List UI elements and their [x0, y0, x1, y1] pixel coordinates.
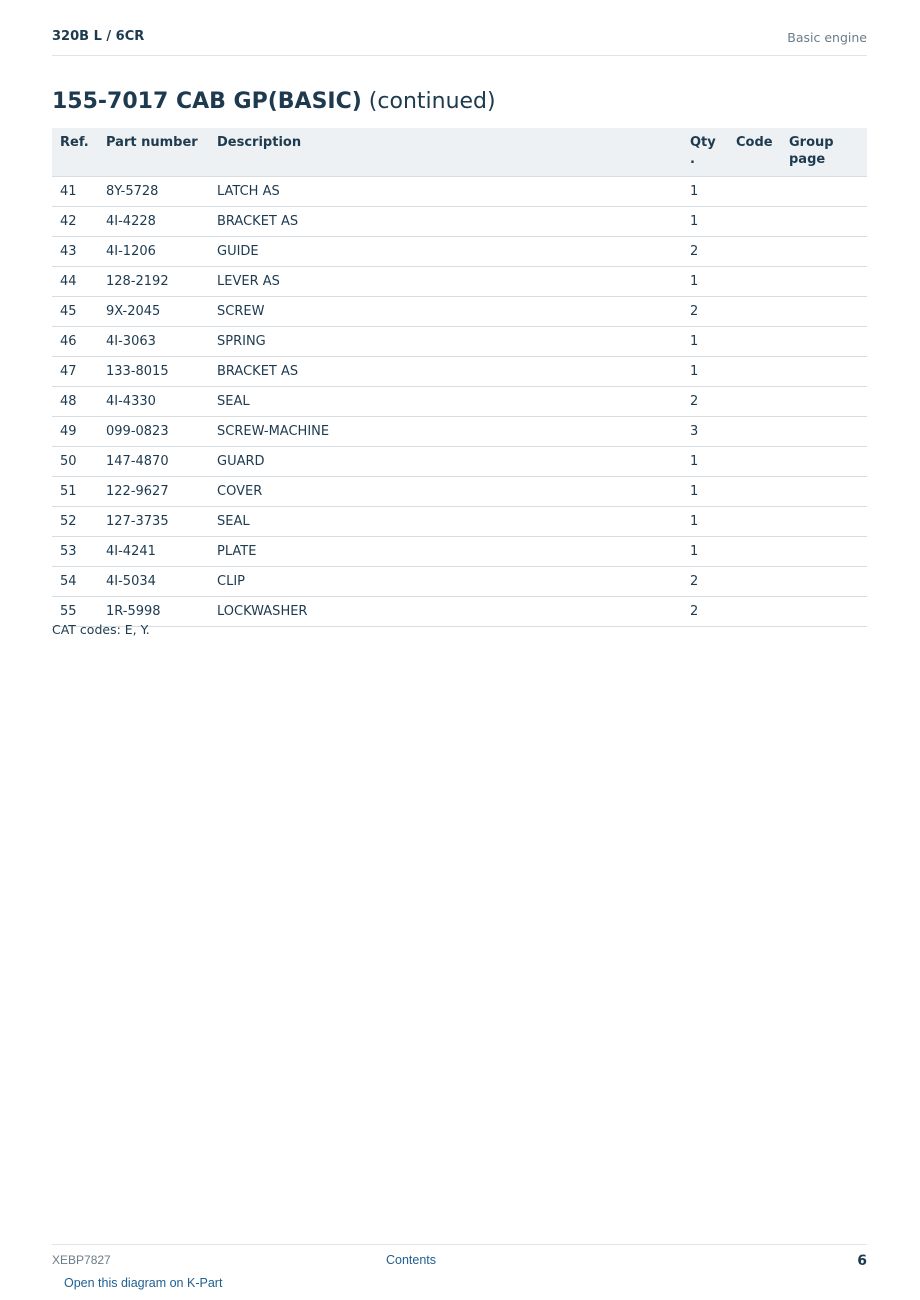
- cell-group-page: [789, 236, 867, 266]
- table-row: [52, 296, 867, 326]
- cell-group-page: [789, 266, 867, 296]
- cell-description: SEAL: [217, 506, 690, 536]
- cell-description: PLATE: [217, 536, 690, 566]
- table-row: [52, 476, 867, 506]
- col-header-ref: Ref.: [52, 128, 106, 176]
- cell-description: BRACKET AS: [217, 206, 690, 236]
- cell-code: [736, 206, 789, 236]
- cell-group-page: [789, 206, 867, 236]
- contents-link[interactable]: Contents: [386, 1253, 437, 1267]
- cell-description: SEAL: [217, 386, 690, 416]
- cell-ref: 47: [52, 356, 106, 386]
- cell-ref: 43: [52, 236, 106, 266]
- cell-qty: 2: [690, 596, 736, 626]
- cell-description: SCREW: [217, 296, 690, 326]
- cell-ref: 51: [52, 476, 106, 506]
- col-header-group-page: Group page: [789, 128, 867, 176]
- cell-code: [736, 536, 789, 566]
- cell-part-number: 133-8015: [106, 356, 217, 386]
- col-header-code: Code: [736, 128, 789, 176]
- cell-qty: 1: [690, 356, 736, 386]
- cell-part-number: 099-0823: [106, 416, 217, 446]
- cell-code: [736, 596, 789, 626]
- cell-ref: 55: [52, 596, 106, 626]
- cell-part-number: 4I-4241: [106, 536, 217, 566]
- cell-group-page: [789, 536, 867, 566]
- cell-part-number: 127-3735: [106, 506, 217, 536]
- table-row: [52, 566, 867, 596]
- cell-ref: 44: [52, 266, 106, 296]
- table-row: [52, 386, 867, 416]
- cell-part-number: 4I-1206: [106, 236, 217, 266]
- cell-ref: 42: [52, 206, 106, 236]
- cell-description: SCREW-MACHINE: [217, 416, 690, 446]
- cell-code: [736, 386, 789, 416]
- col-header-part-number: Part number: [106, 128, 217, 176]
- cell-code: [736, 416, 789, 446]
- cell-qty: 1: [690, 326, 736, 356]
- cell-part-number: 9X-2045: [106, 296, 217, 326]
- page-footer: [52, 1244, 867, 1275]
- cell-description: GUIDE: [217, 236, 690, 266]
- table-row: [52, 176, 867, 206]
- cell-group-page: [789, 506, 867, 536]
- cell-group-page: [789, 416, 867, 446]
- cell-part-number: 4I-5034: [106, 566, 217, 596]
- cell-code: [736, 476, 789, 506]
- cell-qty: 2: [690, 566, 736, 596]
- page-title: [52, 89, 496, 114]
- cell-ref: 49: [52, 416, 106, 446]
- cell-description: GUARD: [217, 446, 690, 476]
- open-kpart-link[interactable]: Open this diagram on K-Part: [64, 1276, 223, 1290]
- cell-description: LEVER AS: [217, 266, 690, 296]
- cell-qty: 1: [690, 446, 736, 476]
- cell-qty: 1: [690, 176, 736, 206]
- model-label: 320B L / 6CR: [52, 29, 145, 44]
- cell-group-page: [789, 176, 867, 206]
- col-header-description: Description: [217, 128, 690, 176]
- cell-ref: 54: [52, 566, 106, 596]
- cell-qty: 1: [690, 536, 736, 566]
- cell-code: [736, 446, 789, 476]
- cell-description: LOCKWASHER: [217, 596, 690, 626]
- table-row: [52, 416, 867, 446]
- cell-group-page: [789, 386, 867, 416]
- cell-part-number: 4I-3063: [106, 326, 217, 356]
- cell-code: [736, 296, 789, 326]
- page-header: [52, 28, 867, 56]
- cell-part-number: 128-2192: [106, 266, 217, 296]
- cell-code: [736, 176, 789, 206]
- cell-code: [736, 236, 789, 266]
- table-row: [52, 446, 867, 476]
- table-body: [52, 176, 867, 626]
- cell-ref: 41: [52, 176, 106, 206]
- cat-codes-note: CAT codes: E, Y.: [52, 622, 150, 637]
- cell-group-page: [789, 326, 867, 356]
- cell-part-number: 147-4870: [106, 446, 217, 476]
- cell-part-number: 1R-5998: [106, 596, 217, 626]
- cell-group-page: [789, 596, 867, 626]
- document-id: XEBP7827: [52, 1253, 111, 1267]
- cell-part-number: 122-9627: [106, 476, 217, 506]
- cell-part-number: 4I-4228: [106, 206, 217, 236]
- table-row: [52, 596, 867, 626]
- page-number: 6: [857, 1253, 867, 1269]
- cell-description: SPRING: [217, 326, 690, 356]
- cell-code: [736, 266, 789, 296]
- cell-code: [736, 326, 789, 356]
- cell-ref: 50: [52, 446, 106, 476]
- cell-ref: 45: [52, 296, 106, 326]
- cell-description: BRACKET AS: [217, 356, 690, 386]
- cell-ref: 48: [52, 386, 106, 416]
- table-row: [52, 536, 867, 566]
- cell-ref: 53: [52, 536, 106, 566]
- cell-group-page: [789, 356, 867, 386]
- table-row: [52, 266, 867, 296]
- cell-description: LATCH AS: [217, 176, 690, 206]
- cell-group-page: [789, 476, 867, 506]
- cell-group-page: [789, 446, 867, 476]
- cell-ref: 46: [52, 326, 106, 356]
- table-row: [52, 236, 867, 266]
- cell-code: [736, 566, 789, 596]
- title-suffix: (continued): [361, 89, 496, 114]
- table-row: [52, 326, 867, 356]
- cell-code: [736, 506, 789, 536]
- part-group-title: 155-7017 CAB GP(BASIC): [52, 89, 362, 114]
- cell-qty: 1: [690, 506, 736, 536]
- table-row: [52, 356, 867, 386]
- cell-ref: 52: [52, 506, 106, 536]
- cell-group-page: [789, 566, 867, 596]
- cell-part-number: 8Y-5728: [106, 176, 217, 206]
- cell-qty: 1: [690, 206, 736, 236]
- col-header-qty: Qty .: [690, 128, 736, 176]
- cell-code: [736, 356, 789, 386]
- cell-qty: 1: [690, 476, 736, 506]
- table-header-row: [52, 128, 867, 176]
- cell-part-number: 4I-4330: [106, 386, 217, 416]
- cell-description: CLIP: [217, 566, 690, 596]
- parts-table: [52, 128, 867, 627]
- table-row: [52, 206, 867, 236]
- cell-qty: 2: [690, 236, 736, 266]
- cell-group-page: [789, 296, 867, 326]
- cell-qty: 2: [690, 386, 736, 416]
- cell-qty: 2: [690, 296, 736, 326]
- table-row: [52, 506, 867, 536]
- cell-qty: 3: [690, 416, 736, 446]
- cell-description: COVER: [217, 476, 690, 506]
- section-label: Basic engine: [787, 30, 867, 45]
- cell-qty: 1: [690, 266, 736, 296]
